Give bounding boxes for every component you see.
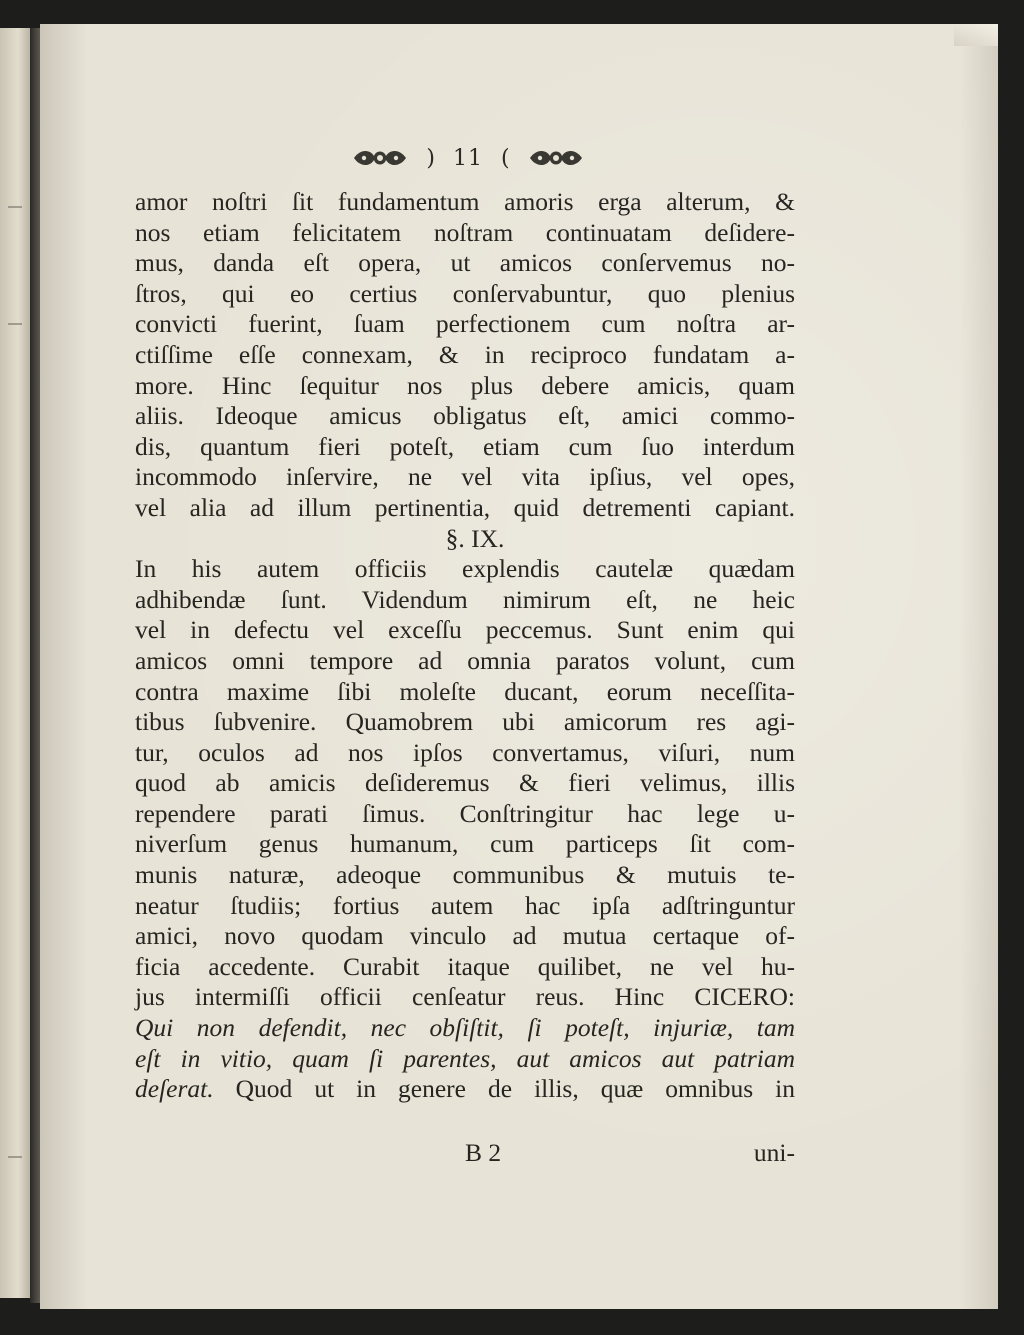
text-line: amicos omni tempore ad omnia paratos volunt, cum	[135, 645, 795, 675]
signature-mark: B 2	[465, 1138, 502, 1167]
text-line: niverſum genus humanum, cum particeps ſit com-	[135, 829, 795, 859]
running-head: ) 11 (	[298, 138, 638, 178]
quote-line: eſt in vitio, quam ſi parentes, aut amicos aut patriam	[135, 1043, 795, 1073]
quote-line: Qui non defendit, nec obſiſtit, ſi poteſt, injuriæ, tam	[135, 1013, 795, 1043]
text-line: mus, danda eſt opera, ut amicos conſervemus no-	[135, 248, 795, 278]
text-line: In his autem officiis explendis cautelæ quædam	[135, 554, 795, 584]
text-line: vel in defectu vel exceſſu peccemus. Sunt enim qui	[135, 615, 795, 645]
text-fragment: Quod ut in genere de illis, quæ omnibus in	[213, 1074, 795, 1104]
page-corner	[954, 24, 998, 46]
text-line: jus intermiſſi officii cenſeatur reus. Hinc CICERO:	[135, 982, 795, 1012]
left-ornament-icon	[352, 147, 408, 169]
text-line: neatur ſtudiis; fortius autem hac ipſa adſtringuntur	[135, 890, 795, 920]
margin-mark	[8, 323, 22, 325]
right-ornament-icon	[528, 147, 584, 169]
catchword: uni-	[753, 1138, 795, 1167]
quote-end: deſerat.	[135, 1074, 214, 1104]
text-line: amor noſtri ſit fundamentum amoris erga alterum, &	[135, 187, 795, 216]
text-line: munis naturæ, adeoque communibus & mutuis te-	[135, 860, 795, 890]
text-line: contra maxime ſibi moleſte ducant, eorum neceſſita-	[135, 676, 795, 706]
body-text	[135, 187, 795, 1105]
text-line: adhibendæ ſunt. Videndum nimirum eſt, ne heic	[135, 584, 795, 614]
text-line: ctiſſime eſſe connexam, & in reciproco fundatam a-	[135, 339, 795, 369]
left-page-edge	[0, 28, 30, 1298]
text-line: tibus ſubvenire. Quamobrem ubi amicorum res agi-	[135, 707, 795, 737]
margin-mark	[8, 1156, 22, 1158]
page-edge-shadow	[998, 24, 1024, 1309]
margin-mark	[8, 206, 22, 208]
page-number: 11	[453, 145, 483, 171]
text-line: nos etiam felicitatem noſtram continuatam deſidere-	[135, 217, 795, 247]
text-line: more. Hinc ſequitur nos plus debere amicis, quam	[135, 370, 795, 400]
text-line: aliis. Ideoque amicus obligatus eſt, amici commo-	[135, 401, 795, 431]
text-line: amici, novo quodam vinculo ad mutua certaque of-	[135, 921, 795, 951]
text-line: quod ab amicis deſideremus & fieri velimus, illis	[135, 768, 795, 798]
text-line: convicti fuerint, ſuam perfectionem cum noſtra ar-	[135, 309, 795, 339]
mixed-line	[135, 1074, 795, 1105]
text-line: tur, oculos ad nos ipſos convertamus, viſuri, num	[135, 737, 795, 767]
text-line: ficia accedente. Curabit itaque quilibet, ne vel hu-	[135, 951, 795, 981]
text-line: ſtros, qui eo certius conſervabuntur, quo plenius	[135, 278, 795, 308]
text-line: incommodo inſervire, ne vel vita ipſius, vel opes,	[135, 462, 795, 492]
text-line: rependere parati ſimus. Conſtringitur hac lege u-	[135, 798, 795, 828]
page-footer	[465, 1138, 795, 1172]
section-heading: §. IX.	[445, 523, 505, 553]
text-line: dis, quantum fieri poteſt, etiam cum ſuo interdum	[135, 431, 795, 461]
text-line: vel alia ad illum pertinentia, quid detrementi capiant.	[135, 492, 795, 522]
